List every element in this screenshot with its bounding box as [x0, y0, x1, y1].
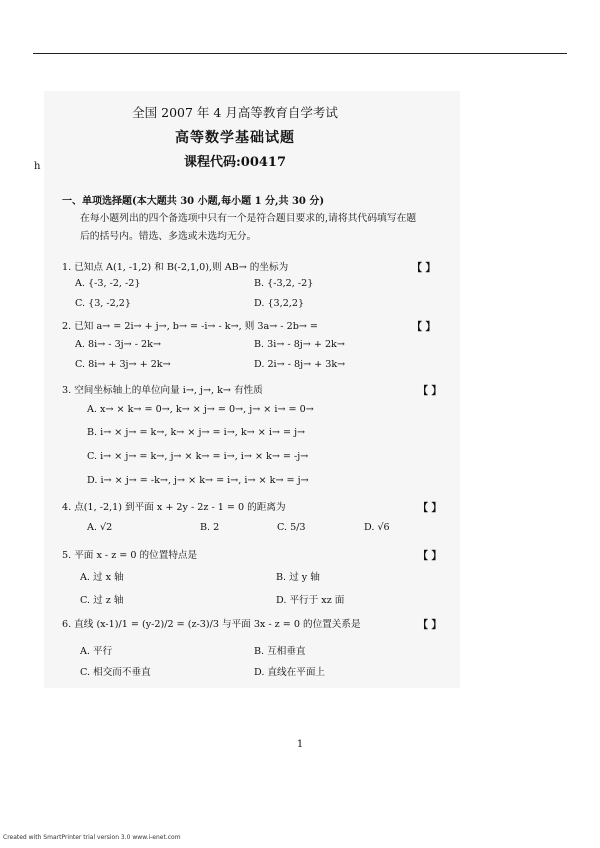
question-4-stem: 4. 点(1, -2,1) 到平面 x + 2y - 2z - 1 = 0 的距离为 [62, 502, 286, 513]
question-6-option-b: B. 互相垂直 [254, 646, 306, 657]
question-4-option-d: D. √6 [364, 522, 390, 533]
question-2-option-b: B. 3i→ - 8j→ + 2k→ [254, 339, 345, 350]
question-1-answer-bracket[interactable]: 【 】 [412, 263, 436, 274]
question-3-option-c: C. i→ × j→ = k→, j→ × k→ = i→, i→ × k→ = -j→ [87, 451, 309, 462]
question-1-option-c: C. {3, -2,2} [75, 298, 132, 309]
question-3-option-a: A. x→ × k→ = 0→, k→ × j→ = 0→, j→ × i→ = 0→ [87, 404, 314, 415]
question-6-stem: 6. 直线 (x-1)/1 = (y-2)/2 = (z-3)/3 与平面 3x - z = 0 的位置关系是 [62, 619, 361, 630]
question-3-option-d: D. i→ × j→ = -k→, j→ × k→ = i→, i→ × k→ = j→ [87, 475, 309, 486]
question-1-option-d: D. {3,2,2} [254, 298, 305, 309]
question-6-option-d: D. 直线在平面上 [254, 667, 326, 678]
instructions-line-1: 在每小题列出的四个备选项中只有一个是符合题目要求的,请将其代码填写在题 [80, 213, 417, 224]
question-6-option-a: A. 平行 [80, 646, 113, 657]
question-6-answer-bracket[interactable]: 【 】 [418, 620, 442, 631]
question-3-option-b: B. i→ × j→ = k→, k→ × j→ = i→, k→ × i→ = j→ [87, 427, 306, 438]
page-number: 1 [296, 739, 304, 750]
question-3-stem: 3. 空间坐标轴上的单位向量 i→, j→, k→ 有性质 [62, 385, 263, 396]
question-5-option-d: D. 平行于 xz 面 [276, 595, 345, 606]
question-5-option-c: C. 过 z 轴 [80, 595, 124, 606]
printer-watermark: Created with SmartPrinter trial version 3.0 www.i-enet.com [3, 834, 181, 841]
exam-title: 全国 2007 年 4 月高等教育自学考试 [132, 105, 338, 120]
question-5-answer-bracket[interactable]: 【 】 [418, 551, 442, 562]
question-2-option-c: C. 8i→ + 3j→ + 2k→ [75, 359, 171, 370]
question-6-option-c: C. 相交而不垂直 [80, 667, 151, 678]
course-code: 课程代码:00417 [183, 155, 287, 170]
question-5-option-a: A. 过 x 轴 [80, 572, 124, 583]
question-2-option-a: A. 8i→ - 3j→ - 2k→ [75, 339, 161, 350]
question-4-option-a: A. √2 [87, 522, 113, 533]
question-1-option-b: B. {-3,2, -2} [254, 278, 314, 289]
question-5-option-b: B. 过 y 轴 [276, 572, 320, 583]
question-2-option-d: D. 2i→ - 8j→ + 3k→ [254, 359, 346, 370]
question-3-answer-bracket[interactable]: 【 】 [418, 386, 442, 397]
question-4-answer-bracket[interactable]: 【 】 [418, 503, 442, 514]
instructions-line-2: 后的括号内。错选、多选或未选均无分。 [80, 231, 257, 242]
header-rule [33, 53, 567, 54]
question-4-option-c: C. 5/3 [277, 522, 306, 533]
question-1-stem: 1. 已知点 A(1, -1,2) 和 B(-2,1,0),则 AB→ 的坐标为 [62, 262, 289, 273]
question-2-stem: 2. 已知 a→ = 2i→ + j→, b→ = -i→ - k→, 则 3a→ - 2b→ = [62, 321, 318, 332]
question-4-option-b: B. 2 [200, 522, 220, 533]
question-1-option-a: A. {-3, -2, -2} [75, 278, 141, 289]
exam-subject: 高等数学基础试题 [175, 130, 295, 146]
section-heading: 一、单项选择题(本大题共 30 小题,每小题 1 分,共 30 分) [62, 196, 325, 207]
question-2-answer-bracket[interactable]: 【 】 [412, 322, 436, 333]
margin-mark: h [34, 161, 41, 172]
question-5-stem: 5. 平面 x - z = 0 的位置特点是 [62, 550, 198, 561]
